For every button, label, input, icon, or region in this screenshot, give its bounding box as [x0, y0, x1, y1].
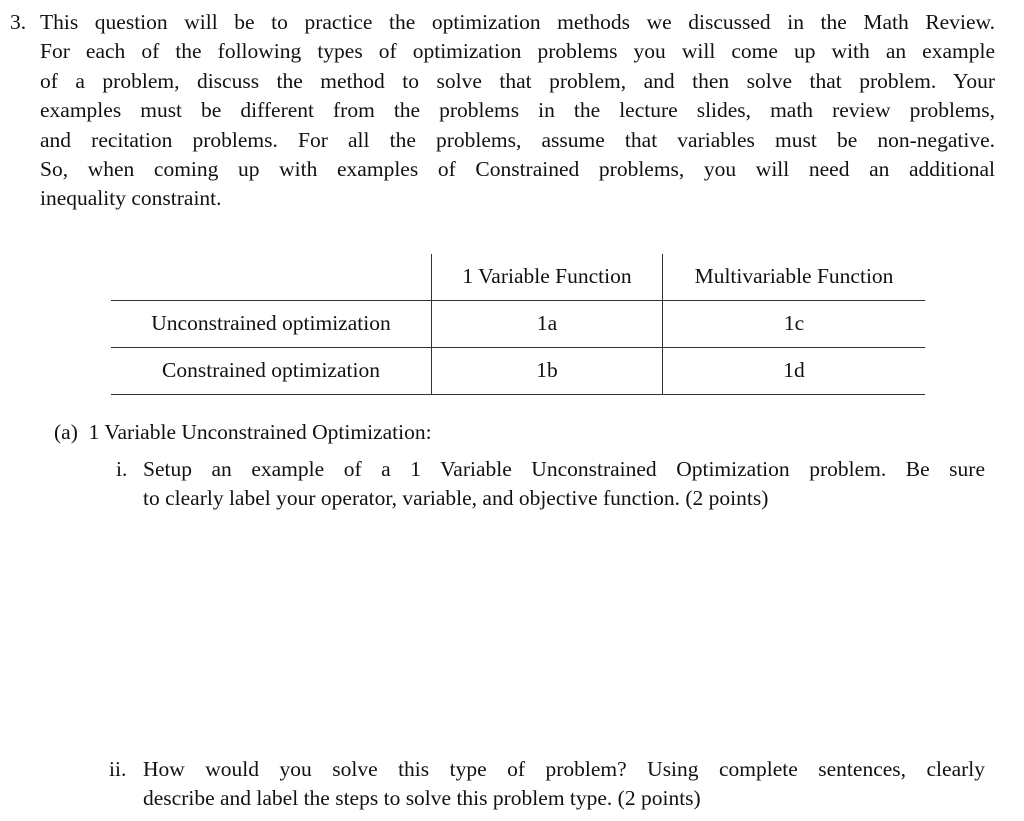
- cell-1c: 1c: [663, 301, 926, 348]
- table-row: [111, 301, 925, 348]
- question-3: [10, 8, 995, 214]
- table-row: [111, 348, 925, 395]
- subquestion-line: Setup an example of a 1 Variable Unconstrained Optimization problem. Be sure: [143, 457, 985, 481]
- question-line: inequality constraint.: [40, 186, 222, 211]
- cell-1b: 1b: [432, 348, 663, 395]
- row-label-unconstrained: Unconstrained optimization: [111, 301, 432, 348]
- question-line: and recitation problems. For all the problems, assume that variables must be non-negative.: [40, 127, 995, 152]
- subquestion-numeral: i.: [116, 457, 128, 481]
- subquestion-text: [143, 455, 985, 514]
- question-line: For each of the following types of optimization problems you will come up with an example: [40, 39, 995, 64]
- question-line: This question will be to practice the optimization methods we discussed in the Math Review.: [40, 10, 995, 34]
- row-label-constrained: Constrained optimization: [111, 348, 432, 395]
- question-line: of a problem, discuss the method to solve that problem, and then solve that problem. Your: [40, 68, 995, 93]
- question-line: examples must be different from the problems in the lecture slides, math review problems,: [40, 98, 995, 123]
- subquestion-line: describe and label the steps to solve this problem type. (2 points): [143, 786, 701, 811]
- question-number: 3.: [10, 10, 27, 34]
- question-line: So, when coming up with examples of Constrained problems, you will need an additional: [40, 157, 995, 182]
- subquestion-i: [107, 455, 985, 514]
- optimization-types-table: [111, 254, 925, 395]
- part-a-title: 1 Variable Unconstrained Optimization:: [88, 420, 432, 444]
- table-header-empty: [111, 254, 432, 301]
- table-header-multivariable: Multivariable Function: [663, 254, 926, 301]
- subquestion-line: How would you solve this type of problem? Using complete sentences, clearly: [143, 757, 985, 781]
- table-header-row: [111, 254, 925, 301]
- subquestion-text: [143, 755, 985, 814]
- table-header-one-variable: 1 Variable Function: [432, 254, 663, 301]
- subquestion-numeral: ii.: [109, 757, 127, 781]
- subquestion-line: to clearly label your operator, variable, and objective function. (2 points): [143, 486, 769, 511]
- question-text: [40, 8, 995, 214]
- subquestion-ii: [107, 755, 985, 814]
- part-a-label: (a): [54, 420, 78, 444]
- part-a-heading: [54, 418, 432, 447]
- cell-1d: 1d: [663, 348, 926, 395]
- cell-1a: 1a: [432, 301, 663, 348]
